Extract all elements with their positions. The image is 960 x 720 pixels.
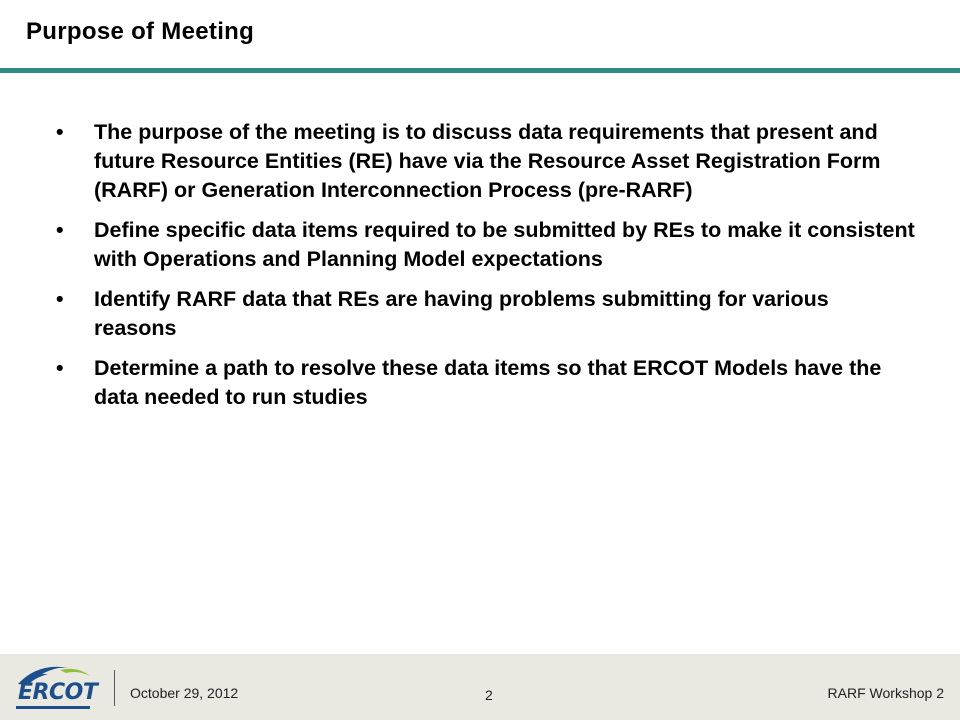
presentation-name: RARF Workshop 2 xyxy=(827,685,944,701)
bullet-marker: • xyxy=(56,356,64,380)
slide-title: Purpose of Meeting xyxy=(26,18,255,45)
ercot-logo-icon xyxy=(8,658,98,714)
footer-date: October 29, 2012 xyxy=(130,685,239,701)
footer-divider xyxy=(114,670,115,706)
bullet-marker: • xyxy=(56,120,64,144)
bullet-item xyxy=(56,285,916,343)
bullet-item xyxy=(56,118,916,205)
bullet-text: Identify RARF data that REs are having problems submitting for various reasons xyxy=(94,287,829,340)
bullet-text: Define specific data items required to be submitted by REs to make it consistent with Operations and Planning Model expectations xyxy=(94,218,915,271)
bullet-item xyxy=(56,354,916,412)
bullet-marker: • xyxy=(56,218,64,242)
page-number: 2 xyxy=(485,687,493,703)
slide-footer xyxy=(0,654,960,720)
title-divider xyxy=(0,68,960,73)
bullet-marker: • xyxy=(56,287,64,311)
bullet-list xyxy=(56,118,916,423)
logo-wordmark: ERCOT xyxy=(18,680,98,705)
bullet-item xyxy=(56,216,916,274)
bullet-text: Determine a path to resolve these data items so that ERCOT Models have the data needed to run studies xyxy=(94,356,882,409)
bullet-text: The purpose of the meeting is to discuss data requirements that present and future Resource Entities (RE) have via the Resource Asset Registration Form (RARF) or Generation Interconnection Process (pre-RARF) xyxy=(94,120,881,202)
